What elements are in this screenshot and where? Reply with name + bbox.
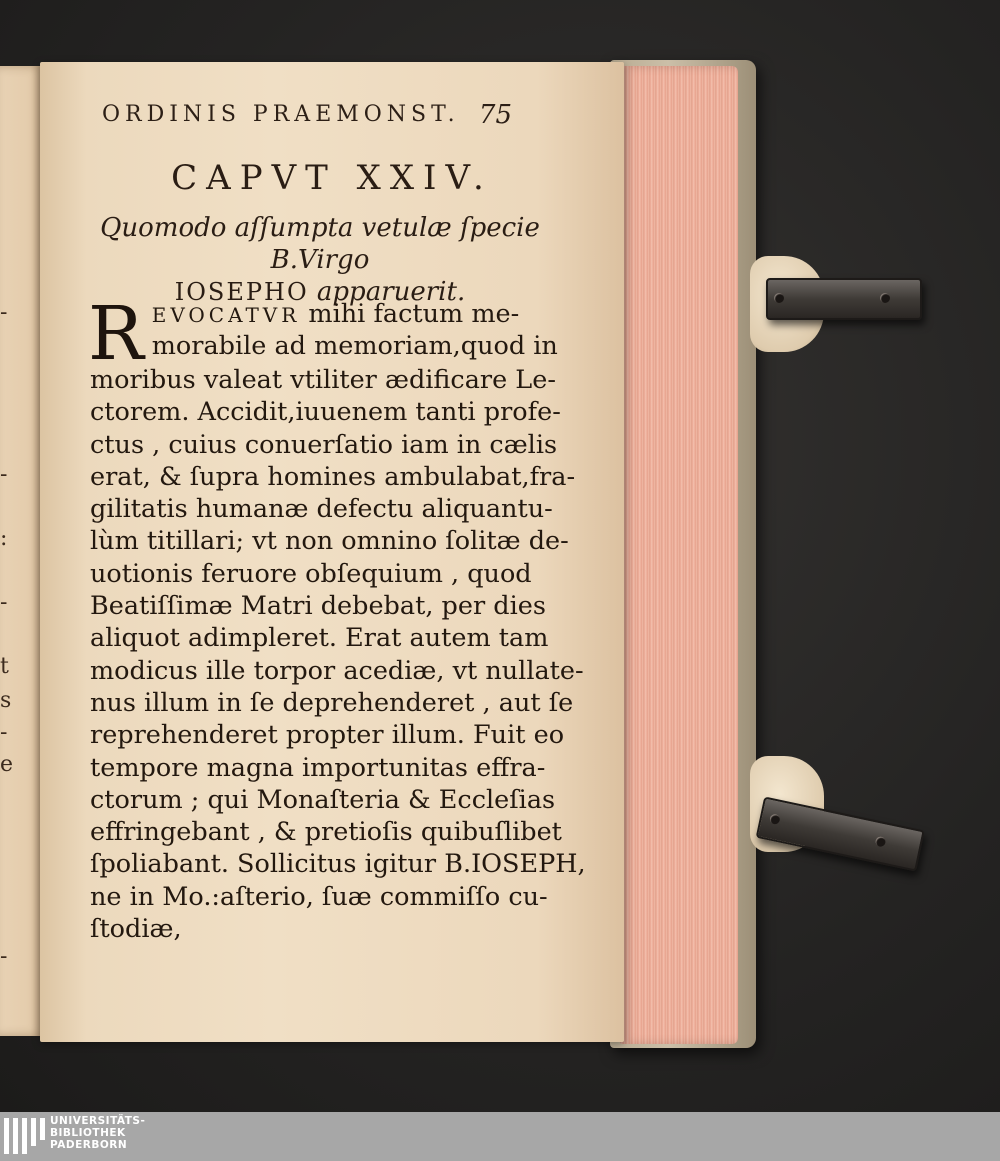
- text-line: ſpoliabant. Sollicitus igitur B.IOSEPH,: [90, 849, 586, 880]
- text-line: tempore magna importunitas effra-: [90, 752, 546, 783]
- text-line: [90, 298, 520, 330]
- verso-page-edge: [0, 66, 44, 1036]
- margin-glyph: -: [0, 944, 8, 969]
- text-line: ctorem. Accidit,iuuenem tanti profe-: [90, 397, 561, 428]
- rivet-icon: [774, 293, 784, 303]
- clasp-strap-top: [766, 278, 922, 320]
- margin-glyph: -: [0, 590, 8, 615]
- rivet-icon: [875, 836, 887, 848]
- clasp-strap-bottom: [756, 796, 925, 871]
- text-line: gilitatis humanæ defectu aliquantu-: [90, 494, 553, 525]
- chapter-subtitle: [80, 212, 560, 308]
- first-line-rest: mihi factum me-: [308, 299, 520, 329]
- library-logo-text: [50, 1115, 145, 1151]
- subtitle-name: IOSEPHO: [174, 278, 309, 306]
- text-line: effringebant , & pretioſis quibuſlibet: [90, 817, 562, 848]
- recto-page: [40, 62, 624, 1042]
- running-head-title: ORDINIS PRAEMONST.: [102, 102, 460, 127]
- page-number: 75: [478, 100, 512, 130]
- logo-line-1: UNIVERSITÄTS-: [50, 1115, 146, 1127]
- library-logo-icon: [4, 1118, 48, 1154]
- rivet-icon: [769, 813, 781, 825]
- text-line: lùm titillari; vt non omnino ſolitæ de-: [90, 526, 569, 557]
- text-line: Beatiſſimæ Matri debebat, per dies: [90, 591, 546, 622]
- logo-line-2: BIBLIOTHEK: [50, 1127, 126, 1139]
- drop-capital: R: [88, 291, 144, 377]
- subtitle-rest: apparuerit.: [316, 277, 466, 307]
- catchword: ſtodiæ,: [90, 914, 182, 945]
- margin-glyph: :: [0, 526, 8, 551]
- text-line: erat, & ſupra homines ambulabat,fra-: [90, 461, 576, 492]
- text-line: moribus valeat vtiliter ædificare Le-: [90, 365, 556, 395]
- footer-bar: [0, 1112, 1000, 1161]
- subtitle-line-1: Quomodo aſſumpta vetulæ ſpecie B.Virgo: [100, 213, 540, 275]
- text-line: ctorum ; qui Monaſteria & Eccleſias: [90, 784, 556, 815]
- chapter-heading: CAPVT XXIV.: [171, 158, 493, 198]
- text-line: ctus , cuius conuerſatio iam in cælis: [90, 429, 558, 460]
- margin-glyph: e: [0, 752, 14, 777]
- margin-glyph: -: [0, 462, 8, 487]
- text-line: ne in Mo.:aſterio, ſuæ commiſſo cu-: [90, 881, 548, 912]
- margin-glyph: -: [0, 720, 8, 745]
- text-line: uotionis feruore obſequium , quod: [90, 558, 532, 589]
- text-line: morabile ad memoriam,quod in: [151, 331, 558, 362]
- first-word: EVOCATVR: [151, 303, 301, 327]
- margin-glyph: t: [0, 654, 9, 679]
- running-head: [102, 100, 512, 130]
- margin-glyph: -: [0, 300, 8, 325]
- page-fore-edge: [620, 66, 738, 1044]
- margin-glyph: s: [0, 688, 12, 713]
- rivet-icon: [880, 293, 890, 303]
- text-line: aliquot adimpleret. Erat autem tam: [90, 623, 549, 654]
- logo-line-3: PADERBORN: [50, 1139, 128, 1151]
- text-line: modicus ille torpor acediæ, vt nullate-: [90, 655, 584, 686]
- text-line: reprehenderet propter illum. Fuit eo: [90, 720, 565, 751]
- text-line: nus illum in ſe deprehenderet , aut ſe: [90, 687, 574, 718]
